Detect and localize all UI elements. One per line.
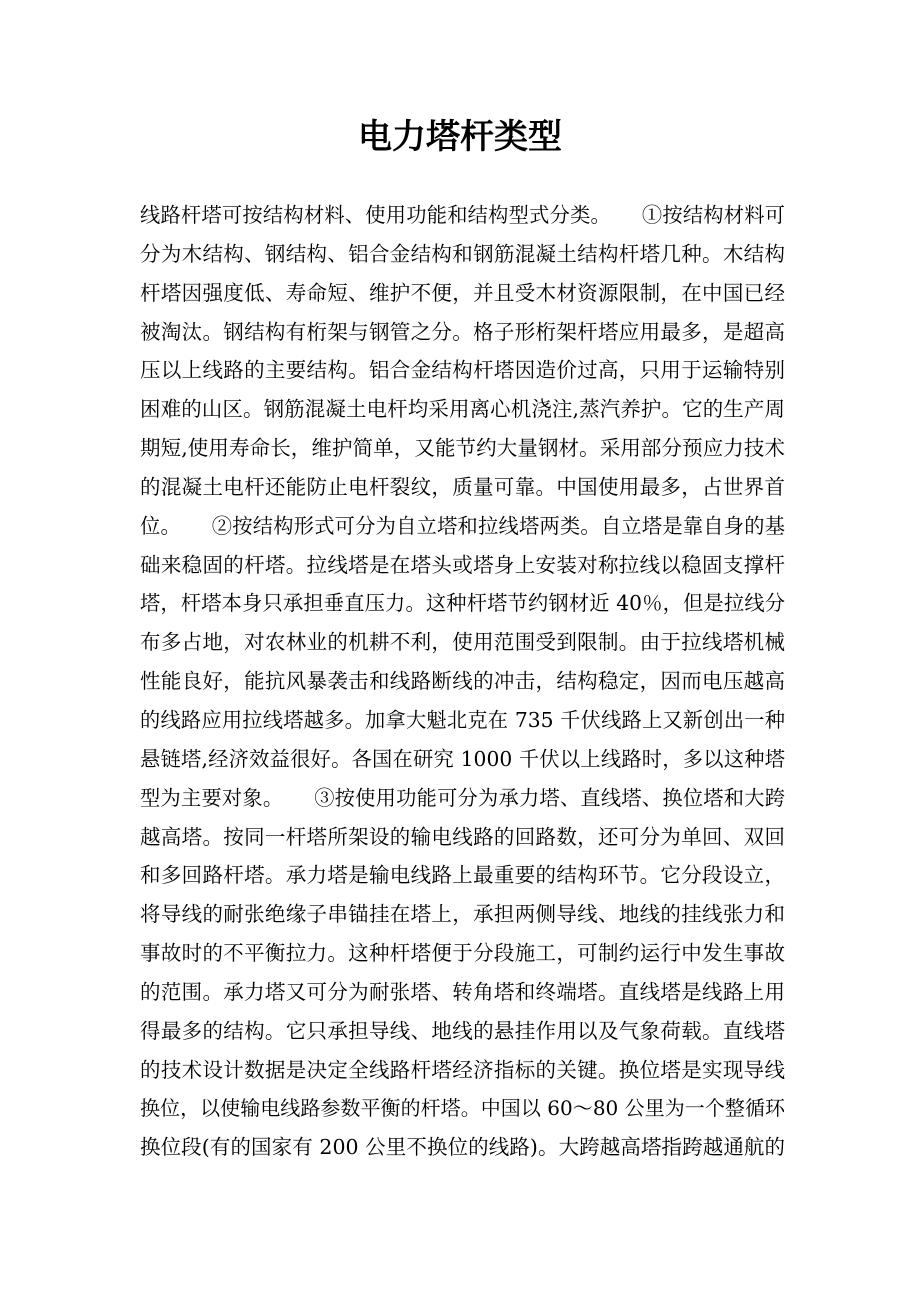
text-line: 分为木结构、钢结构、铝合金结构和钢筋混凝土结构杆塔几种。木结构: [140, 241, 785, 266]
text-line: 和多回路杆塔。承力塔是输电线路上最重要的结构环节。它分段设立，: [140, 863, 785, 888]
text-line: 事故时的不平衡拉力。这种杆塔便于分段施工，可制约运行中发生事故: [140, 941, 785, 966]
text-line: 塔，杆塔本身只承担垂直压力。这种杆塔节约钢材近 40％，但是拉线分: [140, 591, 785, 616]
text-line: 型为主要对象。 ③按使用功能可分为承力塔、直线塔、换位塔和大跨: [140, 785, 785, 810]
text-line: 布多占地，对农林业的机耕不利，使用范围受到限制。由于拉线塔机械: [140, 630, 785, 655]
text-line: 将导线的耐张绝缘子串锚挂在塔上，承担两侧导线、地线的挂线张力和: [140, 902, 785, 927]
text-line: 换位段(有的国家有 200 公里不换位的线路)。大跨越高塔指跨越通航的: [140, 1135, 785, 1160]
text-line: 的线路应用拉线塔越多。加拿大魁北克在 735 千伏线路上又新创出一种: [140, 707, 785, 732]
text-line: 位。 ②按结构形式可分为自立塔和拉线塔两类。自立塔是靠自身的基: [140, 513, 785, 538]
text-line: 的混凝土电杆还能防止电杆裂纹，质量可靠。中国使用最多，占世界首: [140, 474, 785, 499]
text-line: 期短,使用寿命长，维护简单，又能节约大量钢材。采用部分预应力技术: [140, 436, 785, 461]
text-line: 杆塔因强度低、寿命短、维护不便，并且受木材资源限制，在中国已经: [140, 280, 785, 305]
text-line: 换位，以使输电线路参数平衡的杆塔。中国以 60～80 公里为一个整循环: [140, 1096, 785, 1121]
document-title: 电力塔杆类型: [358, 117, 562, 157]
text-line: 越高塔。按同一杆塔所架设的输电线路的回路数，还可分为单回、双回: [140, 824, 785, 849]
text-line: 困难的山区。钢筋混凝土电杆均采用离心机浇注,蒸汽养护。它的生产周: [140, 397, 785, 422]
text-line: 性能良好，能抗风暴袭击和线路断线的冲击，结构稳定，因而电压越高: [140, 669, 785, 694]
text-line: 悬链塔,经济效益很好。各国在研究 1000 千伏以上线路时，多以这种塔: [140, 746, 785, 771]
text-line: 得最多的结构。它只承担导线、地线的悬挂作用以及气象荷载。直线塔: [140, 1018, 785, 1043]
text-line: 线路杆塔可按结构材料、使用功能和结构型式分类。 ①按结构材料可: [140, 203, 785, 227]
document-body: [140, 196, 785, 1167]
text-line: 础来稳固的杆塔。拉线塔是在塔头或塔身上安装对称拉线以稳固支撑杆: [140, 552, 785, 577]
text-line: 的技术设计数据是决定全线路杆塔经济指标的关键。换位塔是实现导线: [140, 1057, 785, 1082]
text-line: 被淘汰。钢结构有桁架与钢管之分。格子形桁架杆塔应用最多，是超高: [140, 319, 785, 344]
text-line: 压以上线路的主要结构。铝合金结构杆塔因造价过高，只用于运输特别: [140, 358, 785, 383]
text-line: 的范围。承力塔又可分为耐张塔、转角塔和终端塔。直线塔是线路上用: [140, 979, 785, 1004]
